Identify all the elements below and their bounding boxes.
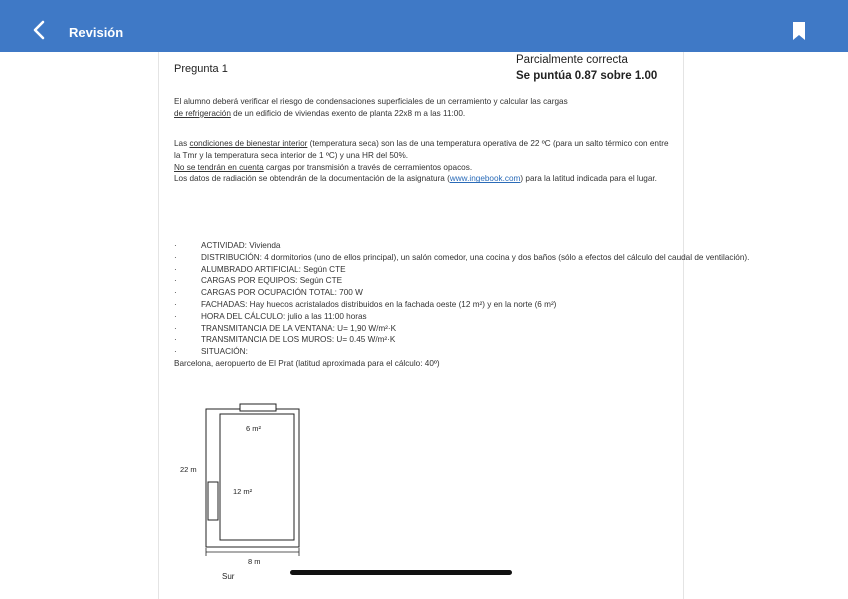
length-label: 22 m (180, 465, 197, 474)
list-item: · CARGAS POR OCUPACIÓN TOTAL: 700 W (174, 288, 363, 298)
north-glazing-label: 6 m² (246, 424, 261, 433)
underlined-term: de refrigeración (174, 108, 231, 118)
list-item: · DISTRIBUCIÓN: 4 dormitorios (uno de ellos principal), un salón comedor, una cocina y dos baños (sólo a efectos del cálculo del caudal de ventilación). (174, 252, 750, 262)
intro-paragraph-1 (174, 96, 674, 120)
underlined-term: No se tendrán en cuenta (174, 162, 264, 172)
underlined-term: condiciones de bienestar interior (189, 139, 308, 148)
question-status (516, 52, 657, 84)
intro-text: El alumno deberá verificar el riesgo de condensaciones superficiales de un cerramiento y calcular las cargas (174, 97, 568, 106)
list-item: · TRANSMITANCIA DE LA VENTANA: U= 1,90 W/m²·K (174, 323, 397, 333)
list-item: · CARGAS POR EQUIPOS: Según CTE (174, 276, 343, 286)
intro-paragraph-2 (174, 138, 674, 185)
intro-text: Las (174, 139, 190, 148)
west-glazing-label: 12 m² (233, 487, 253, 496)
list-item: · ACTIVIDAD: Vivienda (174, 241, 281, 250)
list-item: · ALUMBRADO ARTIFICIAL: Según CTE (174, 264, 346, 274)
back-button[interactable] (32, 20, 52, 44)
intro-text: ) para la latitud indicada para el lugar. (520, 174, 657, 184)
page-title: Revisión (69, 25, 124, 40)
intro-text: de un edificio de viviendas exento de planta 22x8 m a las 11:00. (230, 108, 466, 118)
ingebook-link[interactable]: www.ingebook.com (449, 174, 521, 184)
floor-plan-diagram (170, 402, 310, 582)
list-item: · FACHADAS: Hay huecos acristalados distribuidos en la fachada oeste (12 m²) y en la norte (6 m²) (174, 299, 557, 309)
west-window (208, 482, 218, 520)
question-number: Pregunta 1 (174, 63, 228, 75)
bookmark-icon (792, 22, 806, 40)
list-item: · TRANSMITANCIA DE LOS MUROS: U= 0.45 W/m²·K (174, 335, 396, 345)
intro-text: Los datos de radiación se obtendrán de la documentación de la asignatura ( (174, 174, 450, 184)
home-indicator[interactable] (290, 570, 512, 575)
south-label: Sur (222, 572, 235, 581)
score-label: Se puntúa 0.87 sobre 1.00 (516, 70, 658, 82)
list-item: · HORA DEL CÁLCULO: julio a las 11:00 horas (174, 311, 367, 321)
intro-text: (temperatura seca) son las de una temperatura operativa de 22 ºC (para un salto térmico con entre la Tmr y la temperatura seca interior de 1 ºC) y una HR del 50%. (174, 139, 669, 160)
north-window (240, 404, 276, 411)
bookmark-button[interactable] (792, 22, 806, 42)
top-navigation-bar (0, 0, 848, 52)
width-label: 8 m (248, 557, 261, 566)
location-text: Barcelona, aeropuerto de El Prat (latitud aproximada para el cálculo: 40º) (174, 358, 440, 368)
conditions-list (174, 240, 750, 370)
chevron-left-icon (32, 20, 46, 40)
intro-text: cargas por transmisión a través de cerramientos opacos. (263, 162, 473, 172)
list-item: · SITUACIÓN: (174, 347, 248, 357)
status-label: Parcialmente correcta (516, 54, 628, 66)
